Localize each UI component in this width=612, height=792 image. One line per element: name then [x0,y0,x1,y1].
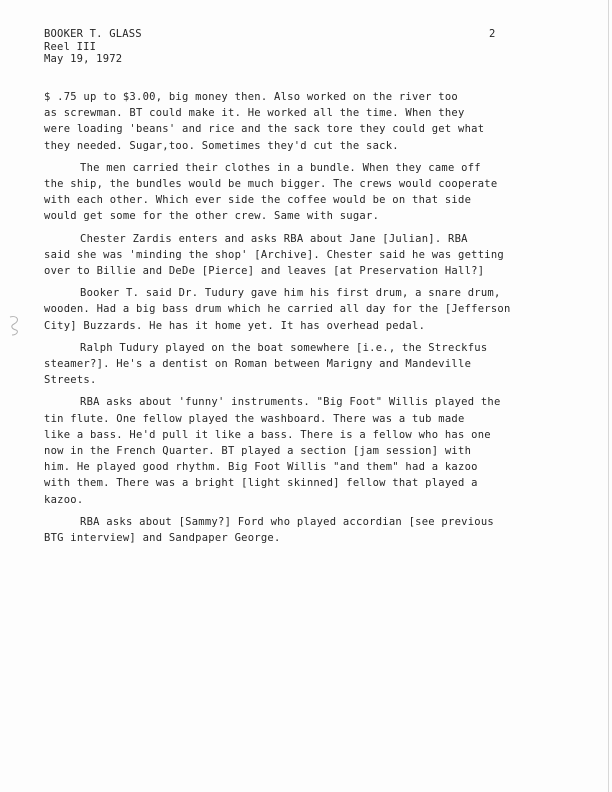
transcript-paragraph [44,285,554,334]
transcript-line: they needed. Sugar,too. Sometimes they'd cut the sack. [44,139,399,152]
transcript-line: Booker T. said Dr. Tudury gave him his first drum, a snare drum, [80,287,501,300]
reel-label: Reel III [44,40,97,53]
transcript-line: tin flute. One fellow played the washboard. There was a tub made [44,412,465,425]
document-header [44,28,142,66]
transcript-line: like a bass. He'd pull it like a bass. There is a fellow who has one [44,428,491,441]
transcript-line: RBA asks about 'funny' instruments. "Big Foot" Willis played the [80,396,501,409]
transcript-line: would get some for the other crew. Same with sugar. [44,210,380,223]
transcript-line: the ship, the bundles would be much bigger. The crews would cooperate [44,178,498,191]
transcript-line: kazoo. [44,493,84,506]
transcript-line: $ .75 up to $3.00, big money then. Also worked on the river too [44,91,459,103]
transcript-line: wooden. Had a big bass drum which he carried all day for the [Jefferson [44,303,511,316]
transcript-line: him. He played good rhythm. Big Foot Willis "and them" had a kazoo [44,461,478,474]
transcript-paragraph [44,340,554,389]
margin-scribble-icon [4,313,26,339]
transcript-line: RBA asks about [Sammy?] Ford who played accordian [see previous [80,515,495,528]
transcript-line: Ralph Tudury played on the boat somewhere [i.e., the Streckfus [80,341,488,354]
transcript-line: Streets. [44,374,97,387]
transcript-line: BTG interview] and Sandpaper George. [44,532,281,545]
transcript-line: were loading 'beans' and rice and the sack tore they could get what [44,123,485,136]
transcript-line: with them. There was a bright [light skinned] fellow that played a [44,477,478,490]
transcript-line: Chester Zardis enters and asks RBA about Jane [Julian]. RBA [80,232,468,245]
transcript-line: The men carried their clothes in a bundle. When they came off [80,161,481,174]
transcript-paragraph [44,160,554,225]
transcript-line: City] Buzzards. He has it home yet. It has overhead pedal. [44,319,426,332]
page-number: 2 [489,28,496,40]
transcript-paragraph [44,394,554,507]
transcript-paragraph [44,514,554,546]
transcript-paragraph [44,89,554,154]
transcript-line: steamer?]. He's a dentist on Roman between Marigny and Mandeville [44,358,472,371]
transcript-line: over to Billie and DeDe [Pierce] and leaves [at Preservation Hall?] [44,265,485,278]
transcript-line: now in the French Quarter. BT played a section [jam session] with [44,445,472,458]
transcript-line: as screwman. BT could make it. He worked all the time. When they [44,107,465,120]
transcript-body [44,89,554,552]
transcript-paragraph [44,231,554,280]
interview-date: May 19, 1972 [44,53,123,65]
interviewee-name: BOOKER T. GLASS [44,28,142,40]
page-edge-line [608,0,609,792]
transcript-line: with each other. Which ever side the coffee would be on that side [44,194,472,207]
transcript-line: said she was 'minding the shop' [Archive]. Chester said he was getting [44,248,505,261]
